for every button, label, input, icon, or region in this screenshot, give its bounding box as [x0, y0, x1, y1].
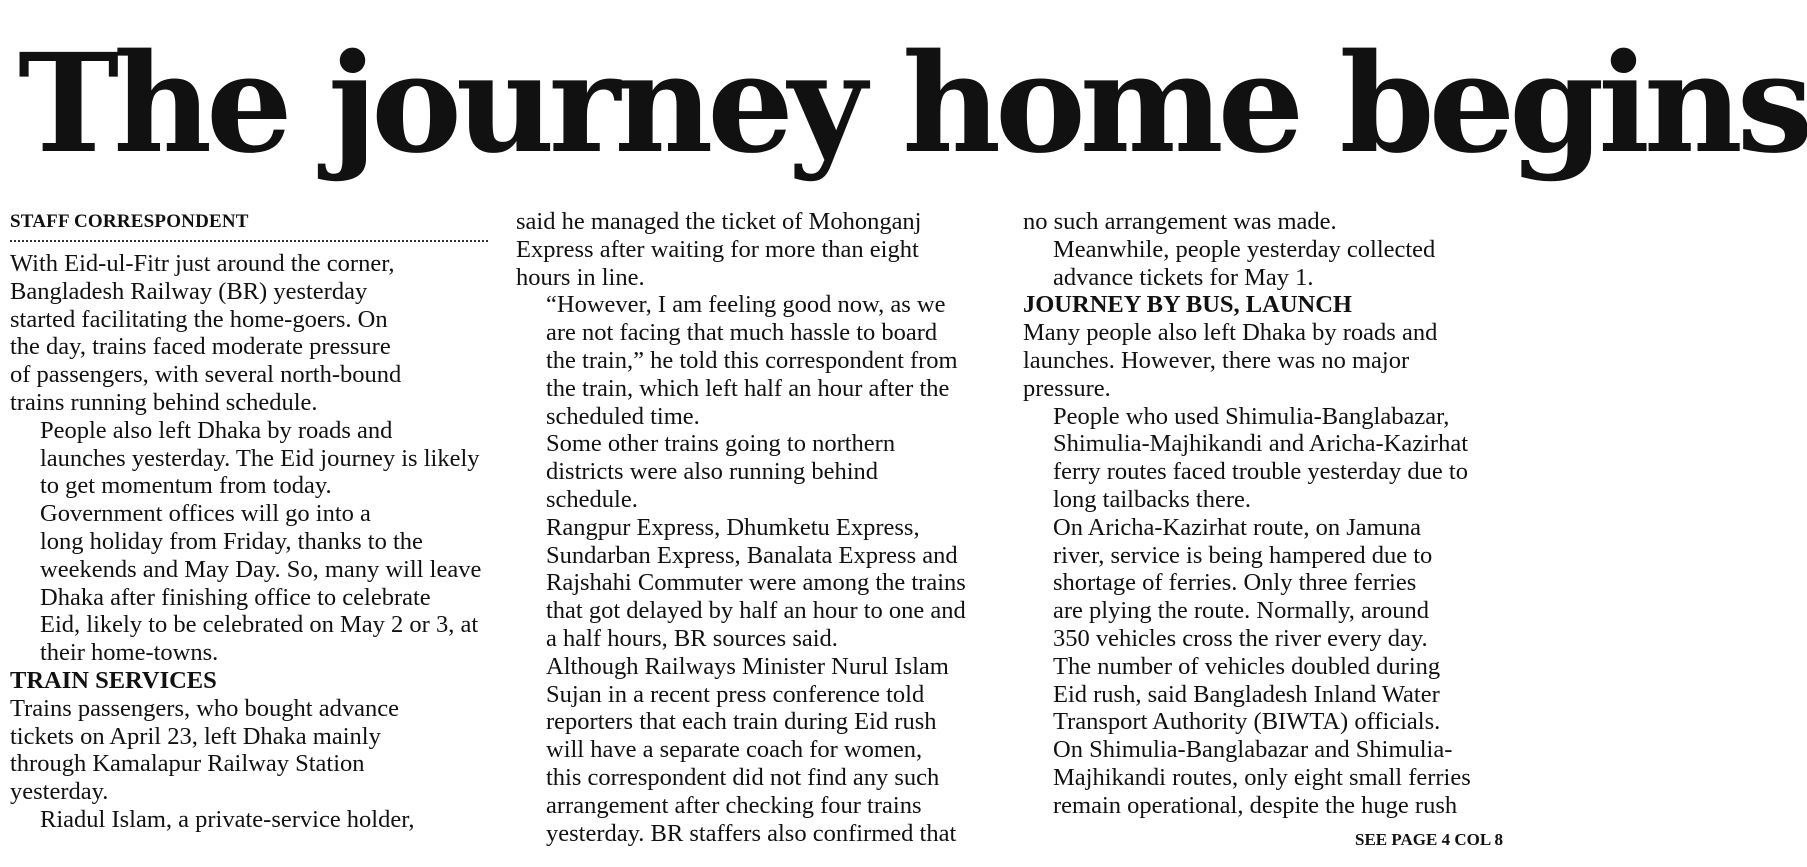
- text-line: People also left Dhaka by roads and: [40, 416, 393, 444]
- text-line: weekends and May Day. So, many will leave: [40, 555, 482, 583]
- text-line: pressure.: [1023, 374, 1111, 402]
- text-line: hours in line.: [516, 263, 645, 291]
- text-line: said he managed the ticket of Mohonganj: [516, 208, 922, 235]
- text-line: Government offices will go into a: [40, 500, 371, 528]
- byline-divider: [10, 240, 488, 242]
- text-line: Rangpur Express, Dhumketu Express,: [546, 513, 920, 541]
- text-line: Shimulia-Majhikandi and Aricha-Kazirhat: [1053, 430, 1469, 458]
- text-line: of passengers, with several north-bound: [10, 361, 402, 389]
- paragraph: [1023, 514, 1509, 736]
- continuation-jump-line: SEE PAGE 4 COL 8: [1355, 830, 1503, 849]
- paragraph: [10, 250, 495, 417]
- text-line: remain operational, despite the huge rush: [1053, 791, 1458, 819]
- text-line: launches yesterday. The Eid journey is likely: [40, 444, 480, 472]
- text-line: trains running behind schedule.: [10, 388, 318, 416]
- text-line: Bangladesh Railway (BR) yesterday: [10, 277, 368, 305]
- paragraph: [516, 291, 1001, 430]
- text-line: Some other trains going to northern: [546, 430, 896, 458]
- text-line: that got delayed by half an hour to one and: [546, 597, 966, 625]
- paragraph: [1023, 236, 1509, 292]
- article-column-1: [10, 208, 495, 834]
- article-column-2: [516, 208, 1001, 847]
- text-line: a half hours, BR sources said.: [546, 624, 838, 652]
- text-line: tickets on April 23, left Dhaka mainly: [10, 722, 381, 750]
- text-line: ferry routes faced trouble yesterday due to: [1053, 458, 1468, 486]
- text-line: to get momentum from today.: [40, 472, 332, 500]
- text-line: the day, trains faced moderate pressure: [10, 333, 391, 361]
- text-line: Transport Authority (BIWTA) officials.: [1053, 708, 1441, 736]
- text-line: scheduled time.: [546, 402, 700, 430]
- text-line: shortage of ferries. Only three ferries: [1053, 569, 1417, 597]
- article-column-3: [1023, 208, 1509, 820]
- text-line: With Eid-ul-Fitr just around the corner,: [10, 250, 395, 277]
- text-line: “However, I am feeling good now, as we: [546, 291, 946, 319]
- text-line: long holiday from Friday, thanks to the: [40, 527, 423, 555]
- text-line: their home-towns.: [40, 639, 219, 667]
- text-line: yesterday.: [10, 778, 109, 806]
- text-line: Majhikandi routes, only eight small ferries: [1053, 763, 1471, 791]
- text-line: The number of vehicles doubled during: [1053, 652, 1441, 680]
- paragraph: [10, 417, 495, 500]
- text-line: Riadul Islam, a private-service holder,: [40, 805, 415, 833]
- text-line: river, service is being hampered due to: [1053, 541, 1433, 569]
- text-line: Sujan in a recent press conference told: [546, 680, 925, 708]
- text-line: the train, which left half an hour after the: [546, 374, 950, 402]
- paragraph: [10, 695, 495, 806]
- text-line: Trains passengers, who bought advance: [10, 694, 399, 722]
- text-line: Many people also left Dhaka by roads and: [1023, 319, 1438, 347]
- paragraph: [516, 430, 1001, 513]
- text-line: Sundarban Express, Banalata Express and: [546, 541, 958, 569]
- subhead-train-services: TRAIN SERVICES: [10, 666, 217, 694]
- text-line: this correspondent did not find any such: [546, 763, 940, 791]
- text-line: no such arrangement was made.: [1023, 208, 1337, 235]
- paragraph: [516, 514, 1001, 653]
- text-line: 350 vehicles cross the river every day.: [1053, 624, 1428, 652]
- text-line: yesterday. BR staffers also confirmed that: [546, 819, 957, 847]
- paragraph: [516, 653, 1001, 848]
- text-line: long tailbacks there.: [1053, 485, 1251, 513]
- paragraph: [1023, 208, 1509, 236]
- text-line: On Aricha-Kazirhat route, on Jamuna: [1053, 513, 1422, 541]
- paragraph: [516, 208, 1001, 291]
- text-line: Eid, likely to be celebrated on May 2 or 3, at: [40, 611, 479, 639]
- text-line: advance tickets for May 1.: [1053, 263, 1314, 291]
- subhead-journey-by-bus-launch: JOURNEY BY BUS, LAUNCH: [1023, 291, 1352, 319]
- text-line: Eid rush, said Bangladesh Inland Water: [1053, 680, 1440, 708]
- text-line: schedule.: [546, 485, 638, 513]
- text-line: Rajshahi Commuter were among the trains: [546, 569, 966, 597]
- text-line: launches. However, there was no major: [1023, 346, 1410, 374]
- text-line: People who used Shimulia-Banglabazar,: [1053, 402, 1450, 430]
- text-line: reporters that each train during Eid rush: [546, 708, 937, 736]
- text-line: through Kamalapur Railway Station: [10, 750, 365, 778]
- text-line: started facilitating the home-goers. On: [10, 305, 388, 333]
- byline: STAFF CORRESPONDENT: [10, 211, 249, 232]
- text-line: Although Railways Minister Nurul Islam: [546, 652, 949, 680]
- text-line: will have a separate coach for women,: [546, 736, 923, 764]
- text-line: On Shimulia-Banglabazar and Shimulia-: [1053, 736, 1453, 764]
- text-line: Meanwhile, people yesterday collected: [1053, 235, 1436, 263]
- paragraph: [1023, 736, 1509, 819]
- text-line: districts were also running behind: [546, 458, 879, 486]
- paragraph: [1023, 319, 1509, 402]
- text-line: Express after waiting for more than eight: [516, 235, 919, 263]
- headline: The journey home begins: [18, 24, 1807, 184]
- paragraph: [10, 806, 495, 834]
- text-line: are plying the route. Normally, around: [1053, 597, 1430, 625]
- text-line: are not facing that much hassle to board: [546, 319, 938, 347]
- text-line: arrangement after checking four trains: [546, 791, 922, 819]
- paragraph: [10, 500, 495, 667]
- paragraph: [1023, 403, 1509, 514]
- text-line: the train,” he told this correspondent from: [546, 346, 958, 374]
- text-line: Dhaka after finishing office to celebrate: [40, 583, 431, 611]
